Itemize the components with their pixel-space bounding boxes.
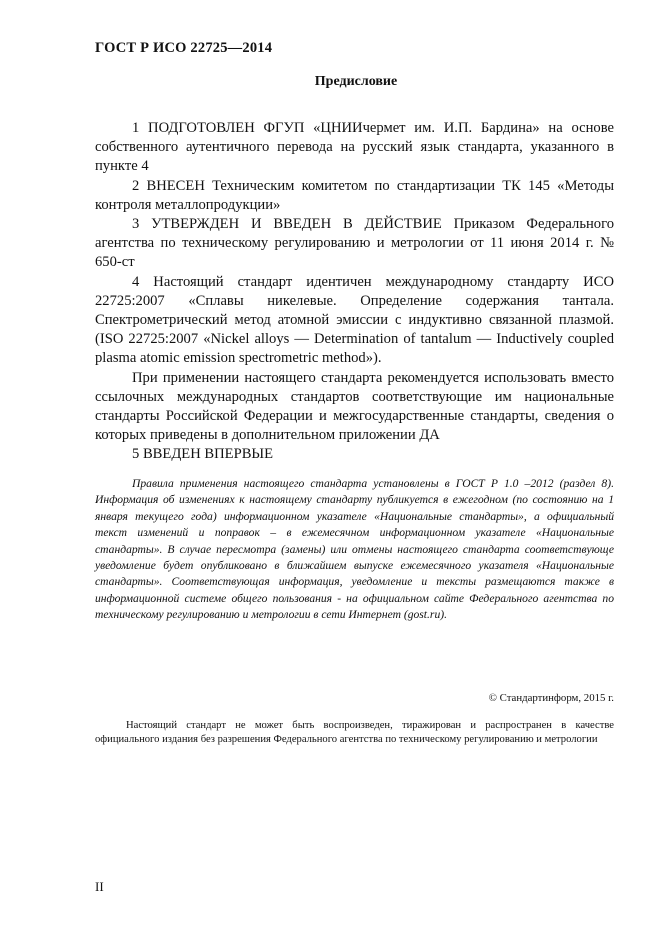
- notice-text: Настоящий стандарт не может быть воспроизведен, тиражирован и распространен в качестве официального издания без разрешения Федерального агентства по техническому регулированию и метрологии: [95, 720, 614, 746]
- reproduction-notice: [95, 719, 614, 748]
- document-header: ГОСТ Р ИСО 22725—2014: [95, 40, 273, 56]
- foreword-body: [95, 119, 614, 465]
- copyright-line: © Стандартинформ, 2015 г.: [488, 692, 614, 704]
- paragraph-approved: 3 УТВЕРЖДЕН И ВВЕДЕН В ДЕЙСТВИЕ Приказом Федерального агентства по техническому регулированию и метрологии от 11 июня 2014 г. № 650-ст: [95, 216, 614, 271]
- page-number: II: [95, 879, 104, 894]
- application-rules-note: [95, 476, 614, 624]
- note-text: Правила применения настоящего стандарта установлены в ГОСТ Р 1.0 –2012 (раздел 8). Информация об изменениях к настоящему стандарту публикуется в ежегодном (по состоянию на 1 января текущего года) информационном указателе «Национальные стандарты», а официальный текст изменений и поправок – в ежемесячном информационном указателе «Национальные стандарты». В случае пересмотра (замены) или отмены настоящего стандарта соответствующе уведомление будет опубликовано в ближайшем выпуске ежемесячного указателя «Национальные стандарты». Соответствующая информация, уведомление и тексты размещаются также в информационной системе общего пользования - на официальном сайте Федерального агентства по техническому регулированию и метрологии в сети Интернет (gost.ru).: [95, 477, 614, 622]
- paragraph-identical-standard: 4 Настоящий стандарт идентичен международному стандарту ИСО 22725:2007 «Сплавы никелевые. Определение содержания тантала. Спектрометрический метод атомной эмиссии с индуктивно связанной плазмой. (ISO 22725:2007 «Nickel alloys — Determination of tantalum — Inductively coupled plasma atomic emission spectrometric method»).: [95, 273, 614, 367]
- paragraph-application: При применении настоящего стандарта рекомендуется использовать вместо ссылочных международных стандартов соответствующие им национальные стандарты Российской Федерации и межгосударственные стандарты, сведения о которых приведены в дополнительном приложении ДА: [95, 369, 614, 444]
- paragraph-introduced: 2 ВНЕСЕН Техническим комитетом по стандартизации ТК 145 «Методы контроля металлопродукции»: [95, 177, 614, 213]
- paragraph-first-introduced: 5 ВВЕДЕН ВПЕРВЫЕ: [132, 446, 274, 463]
- page-title: Предисловие: [314, 74, 398, 89]
- paragraph-prepared: 1 ПОДГОТОВЛЕН ФГУП «ЦНИИчермет им. И.П. Бардина» на основе собственного аутентичного перевода на русский язык стандарта, указанного в пункте 4: [95, 120, 614, 175]
